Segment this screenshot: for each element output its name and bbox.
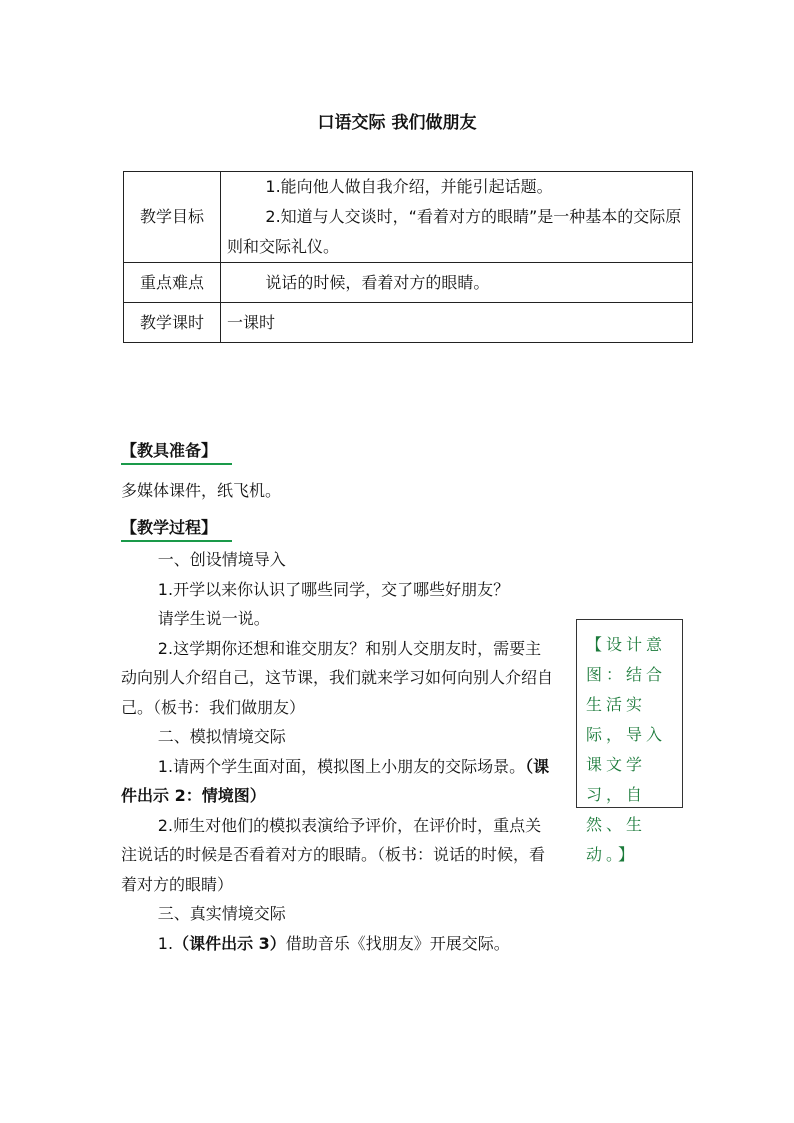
process-p6 (121, 752, 553, 811)
process-p7: 2.师生对他们的模拟表演给予评价，在评价时，重点关注说话的时候是否看着对方的眼睛。（板书：说话的时候，看着对方的眼睛） (121, 815, 546, 894)
process-body (121, 545, 553, 958)
process-p9 (121, 929, 553, 959)
process-heading: 【教学过程】 (121, 515, 232, 542)
goal-line-1: 1.能向他人做自我介绍，并能引起话题。 (265, 177, 553, 196)
table-row (124, 263, 693, 303)
goal-line-2: 2.知道与人交谈时，“看着对方的眼睛”是一种基本的交际原则和交际礼仪。 (227, 207, 682, 256)
row-label-hours: 教学课时 (124, 303, 221, 343)
process-p6-text: 1.请两个学生面对面，模拟图上小朋友的交际场景。 (157, 756, 526, 776)
process-p4: 2.这学期你还想和谁交朋友？和别人交朋友时，需要主动向别人介绍自己，这节课，我们就来学习如何向别人介绍自己。（板书：我们做朋友） (121, 638, 554, 717)
process-p9-num: 1. (157, 933, 174, 953)
process-p3: 请学生说一说。 (157, 609, 270, 628)
process-p9-text: 借助音乐《找朋友》开展交际。 (285, 933, 510, 953)
prep-text: 多媒体课件，纸飞机。 (121, 481, 282, 500)
row-label-key: 重点难点 (124, 263, 221, 303)
row-label-goal: 教学目标 (124, 172, 221, 263)
row-content-hours: 一课时 (221, 303, 693, 343)
page-title: 口语交际 我们做朋友 (317, 113, 477, 133)
process-p5: 二、模拟情境交际 (157, 727, 286, 746)
process-p2: 1.开学以来你认识了哪些同学，交了哪些好朋友？ (157, 579, 510, 599)
courseware-3: （课件出示 3） (173, 933, 286, 953)
process-p8: 三、真实情境交际 (157, 904, 286, 923)
prep-heading: 【教具准备】 (121, 438, 232, 465)
info-table (123, 171, 693, 343)
process-p1: 一、创设情境导入 (157, 550, 286, 569)
row-content-key: 说话的时候，看着对方的眼睛。 (221, 263, 693, 303)
design-note-box: 【设计意图：结合生活实际，导入课文学习，自然、生动。】 (576, 619, 683, 808)
table-row (124, 172, 693, 263)
row-content-goal (221, 172, 693, 263)
table-row (124, 303, 693, 343)
courseware-2: （课件出示 2：情境图） (121, 756, 550, 805)
